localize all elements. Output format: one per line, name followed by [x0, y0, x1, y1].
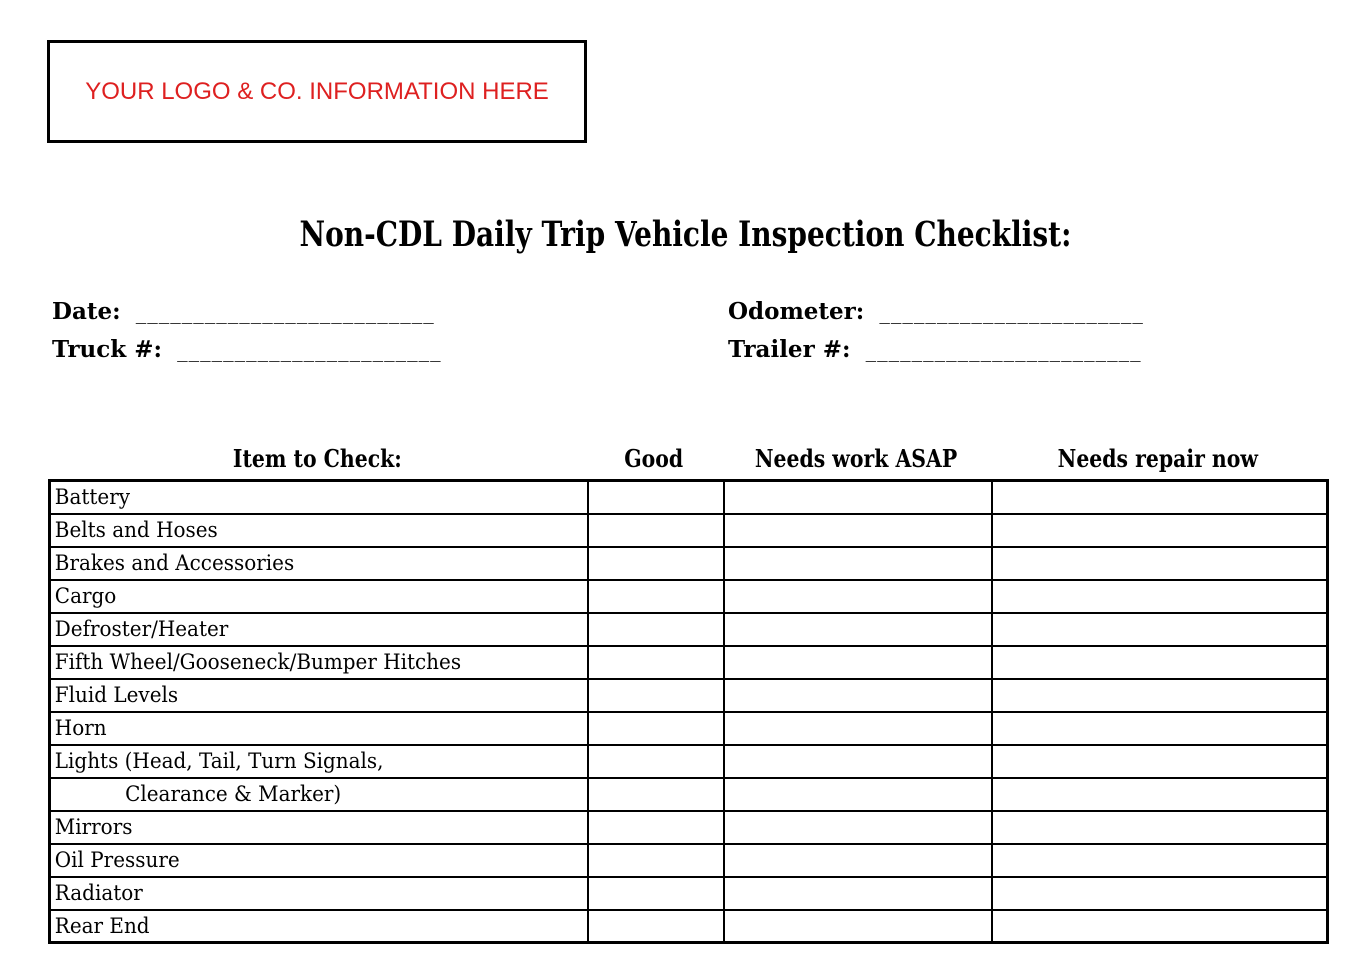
- item-label: Mirrors: [54, 815, 133, 839]
- check-cell-needs-work-asap: [724, 745, 992, 778]
- table-row: [50, 745, 1328, 778]
- check-cell-needs-repair-now: [992, 547, 1328, 580]
- check-cell-needs-repair-now: [992, 745, 1328, 778]
- item-cell: [50, 613, 588, 646]
- check-cell-needs-repair-now: [992, 811, 1328, 844]
- check-cell-good: [588, 646, 724, 679]
- check-cell-needs-repair-now: [992, 481, 1328, 514]
- odometer-label: Odometer:: [728, 298, 865, 325]
- date-label: Date:: [52, 298, 121, 325]
- header-needs-repair-now-label: Needs repair now: [1057, 444, 1259, 473]
- item-cell: [50, 580, 588, 613]
- item-cell: [50, 712, 588, 745]
- item-cell: [50, 481, 588, 514]
- item-cell: [50, 910, 588, 943]
- table-row: [50, 613, 1328, 646]
- table-row: [50, 679, 1328, 712]
- check-cell-good: [588, 877, 724, 910]
- check-cell-needs-repair-now: [992, 646, 1328, 679]
- truck-number-field: [52, 336, 442, 363]
- item-label: Lights (Head, Tail, Turn Signals,: [54, 749, 384, 773]
- table-row: [50, 514, 1328, 547]
- check-cell-good: [588, 910, 724, 943]
- check-cell-needs-repair-now: [992, 679, 1328, 712]
- item-cell: [50, 547, 588, 580]
- check-cell-good: [588, 811, 724, 844]
- trailer-number-label: Trailer #:: [728, 336, 851, 363]
- check-cell-needs-repair-now: [992, 778, 1328, 811]
- check-cell-needs-work-asap: [724, 580, 992, 613]
- check-cell-needs-repair-now: [992, 514, 1328, 547]
- header-good-label: Good: [624, 444, 684, 473]
- item-label: Fifth Wheel/Gooseneck/Bumper Hitches: [54, 650, 462, 674]
- page-title-wrap: [10, 214, 1350, 255]
- check-cell-needs-repair-now: [992, 844, 1328, 877]
- trailer-number-field: [728, 336, 1142, 363]
- check-cell-needs-repair-now: [992, 712, 1328, 745]
- table-row: [50, 547, 1328, 580]
- check-cell-needs-work-asap: [724, 646, 992, 679]
- check-cell-needs-work-asap: [724, 613, 992, 646]
- table-row: [50, 778, 1328, 811]
- table-row: [50, 844, 1328, 877]
- item-cell: [50, 514, 588, 547]
- header-item-to-check: [48, 444, 586, 473]
- table-row: [50, 712, 1328, 745]
- check-cell-good: [588, 580, 724, 613]
- check-cell-needs-work-asap: [724, 778, 992, 811]
- item-label: Oil Pressure: [54, 848, 180, 872]
- header-needs-repair-now: [990, 444, 1326, 473]
- check-cell-good: [588, 679, 724, 712]
- item-cell: [50, 811, 588, 844]
- header-needs-work-asap: [722, 444, 990, 473]
- item-label: Defroster/Heater: [54, 617, 229, 641]
- item-label: Radiator: [54, 881, 143, 905]
- check-cell-needs-work-asap: [724, 910, 992, 943]
- logo-placeholder-text: YOUR LOGO & CO. INFORMATION HERE: [85, 77, 549, 105]
- table-header-row: [48, 444, 1326, 478]
- item-label: Belts and Hoses: [54, 518, 218, 542]
- table-row: [50, 481, 1328, 514]
- check-cell-needs-work-asap: [724, 481, 992, 514]
- inspection-checklist-table: [48, 479, 1329, 944]
- date-field: [52, 298, 435, 325]
- truck-number-blank-line: _______________________: [177, 338, 442, 362]
- check-cell-good: [588, 481, 724, 514]
- check-cell-needs-work-asap: [724, 679, 992, 712]
- item-label: Cargo: [54, 584, 117, 608]
- header-needs-work-asap-label: Needs work ASAP: [754, 444, 958, 473]
- check-cell-good: [588, 514, 724, 547]
- item-cell: [50, 844, 588, 877]
- table-row: [50, 811, 1328, 844]
- check-cell-good: [588, 547, 724, 580]
- logo-box: [47, 40, 587, 143]
- check-cell-needs-work-asap: [724, 877, 992, 910]
- table-row: [50, 646, 1328, 679]
- check-cell-good: [588, 613, 724, 646]
- table-row: [50, 910, 1328, 943]
- item-label: Rear End: [54, 913, 150, 938]
- odometer-field: [728, 298, 1144, 325]
- header-item-to-check-label: Item to Check:: [232, 444, 402, 473]
- page-title: Non-CDL Daily Trip Vehicle Inspection Checklist:: [299, 214, 1071, 255]
- item-cell: [50, 778, 588, 811]
- trailer-number-blank-line: ________________________: [865, 338, 1142, 362]
- check-cell-good: [588, 712, 724, 745]
- date-blank-line: __________________________: [135, 300, 435, 324]
- check-cell-needs-repair-now: [992, 877, 1328, 910]
- item-cell: [50, 877, 588, 910]
- check-cell-needs-repair-now: [992, 910, 1328, 943]
- check-cell-needs-work-asap: [724, 514, 992, 547]
- item-label: Horn: [54, 716, 107, 740]
- item-label: Fluid Levels: [54, 683, 179, 707]
- item-cell: [50, 745, 588, 778]
- item-cell: [50, 646, 588, 679]
- item-label: Battery: [54, 485, 131, 510]
- check-cell-needs-work-asap: [724, 547, 992, 580]
- check-cell-good: [588, 778, 724, 811]
- check-cell-needs-work-asap: [724, 844, 992, 877]
- table-row: [50, 580, 1328, 613]
- check-cell-needs-work-asap: [724, 811, 992, 844]
- item-cell: [50, 679, 588, 712]
- header-good: [586, 444, 722, 473]
- check-cell-needs-work-asap: [724, 712, 992, 745]
- truck-number-label: Truck #:: [52, 336, 162, 363]
- item-label: Brakes and Accessories: [54, 551, 295, 575]
- check-cell-good: [588, 844, 724, 877]
- table-row: [50, 877, 1328, 910]
- check-cell-good: [588, 745, 724, 778]
- check-cell-needs-repair-now: [992, 580, 1328, 613]
- odometer-blank-line: _______________________: [879, 300, 1144, 324]
- item-label-continuation: Clearance & Marker): [125, 782, 342, 806]
- check-cell-needs-repair-now: [992, 613, 1328, 646]
